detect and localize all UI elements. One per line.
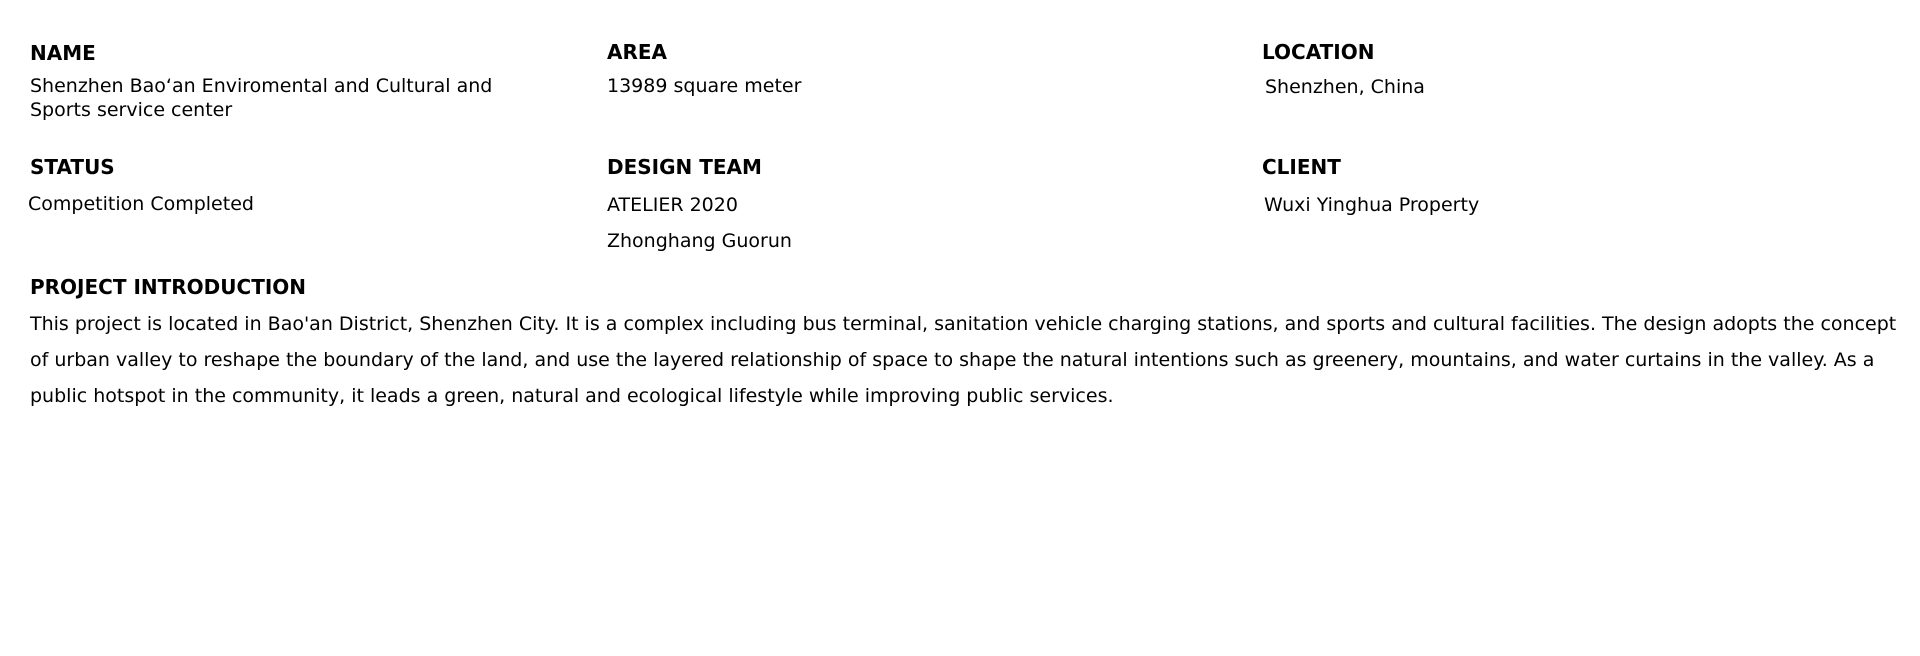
location-value: Shenzhen, China — [1265, 76, 1425, 98]
client-label: CLIENT — [1262, 155, 1341, 179]
name-value-line-1: Shenzhen Bao‘an Enviromental and Cultural and — [30, 75, 493, 97]
location-label: LOCATION — [1262, 40, 1375, 64]
status-value: Competition Completed — [28, 193, 254, 215]
status-label: STATUS — [30, 155, 115, 179]
design-team-member: ATELIER 2020 — [607, 194, 738, 216]
client-value: Wuxi Yinghua Property — [1264, 194, 1480, 216]
design-team-member: Zhonghang Guorun — [607, 230, 792, 252]
area-value: 13989 square meter — [607, 75, 802, 97]
name-label: NAME — [30, 41, 96, 65]
project-introduction-text: This project is located in Bao'an District, Shenzhen City. It is a complex including bus terminal, sanitation vehicle charging stations, and sports and cultural facilities. The design adopts the concept of urban valley to reshape the boundary of the land, and use the layered relationship of space to shape the natural intentions such as greenery, mountains, and water curtains in the valley. As a public hotspot in the community, it leads a green, natural and ecological lifestyle while improving public services. — [30, 313, 1897, 407]
name-value-line-2: Sports service center — [30, 99, 233, 121]
area-label: AREA — [607, 40, 668, 64]
design-team-label: DESIGN TEAM — [607, 155, 762, 179]
project-introduction-label: PROJECT INTRODUCTION — [30, 275, 307, 299]
